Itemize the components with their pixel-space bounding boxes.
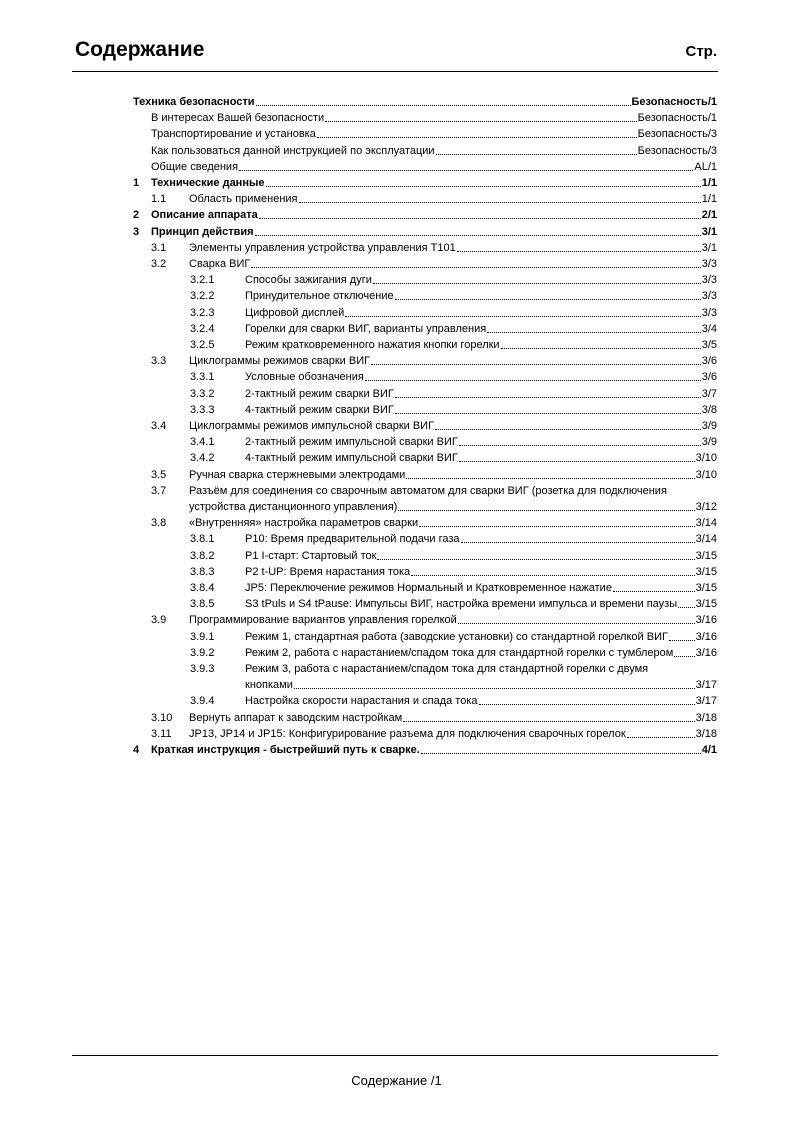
toc-entry-title: Технические данные (151, 177, 265, 189)
toc-entry-line (151, 209, 717, 222)
toc-entry-line (245, 323, 717, 336)
toc-entry-line (189, 258, 717, 271)
toc-entry-number: 3.4.2 (190, 452, 215, 465)
toc-entry-number: 3.9.4 (190, 695, 215, 708)
toc-entry-number: 2 (133, 209, 140, 222)
toc-entry-line (245, 647, 717, 660)
toc-entry-page: 3/17 (695, 695, 717, 708)
toc-entry-page: 3/6 (701, 355, 717, 368)
toc-entry-line (151, 128, 717, 141)
toc-entry-title: Режим 1, стандартная работа (заводские установки) со стандартной горелкой ВИГ (245, 630, 668, 643)
toc-entry-number: 3.2.2 (190, 290, 215, 303)
toc-entry[interactable] (0, 663, 793, 677)
toc-entry-title: 4-тактный режим сварки ВИГ (245, 403, 394, 416)
toc-entry[interactable] (0, 485, 793, 499)
toc-entry[interactable] (0, 307, 793, 321)
toc-entry-line (245, 274, 717, 287)
toc-entry[interactable] (0, 469, 793, 483)
toc-entry-number: 3.9.1 (190, 630, 215, 643)
toc-entry-number: 3.11 (151, 727, 172, 740)
dot-leader (459, 445, 701, 446)
toc-entry-line (245, 290, 717, 303)
toc-entry-line (151, 226, 717, 239)
toc-entry-page: 4/1 (701, 744, 717, 756)
toc-entry-line (245, 550, 717, 563)
toc-entry-title: Элементы управления устройства управления T101 (189, 241, 456, 254)
toc-entry[interactable] (0, 258, 793, 272)
toc-entry-title: Общие сведения (151, 160, 239, 173)
toc-entry-title: Настройка скорости нарастания и спада тока (245, 695, 478, 708)
toc-entry-number: 3.3.2 (190, 387, 215, 400)
toc-entry-title-continuation: кнопками (245, 679, 293, 692)
toc-entry-title: Описание аппарата (151, 209, 258, 222)
toc-entry[interactable] (0, 371, 793, 385)
toc-entry-page: 3/18 (695, 727, 717, 740)
toc-entry-page: 2/1 (701, 209, 717, 222)
toc-entry-page: Безопасность/1 (631, 96, 717, 108)
toc-entry-title: Область применения (189, 193, 298, 206)
toc-entry-page: 3/18 (695, 711, 717, 724)
dot-leader (479, 704, 695, 705)
toc-entry-number: 3.5 (151, 468, 167, 481)
toc-entry-page: Безопасность/3 (637, 128, 717, 141)
toc-entry[interactable] (0, 128, 793, 142)
toc-entry-title: В интересах Вашей безопасности (151, 112, 325, 125)
toc-entry-page: 3/3 (701, 274, 717, 287)
dot-leader (406, 478, 694, 479)
toc-entry-continuation[interactable] (0, 679, 793, 693)
toc-entry-line (189, 355, 717, 368)
toc-entry-number: 3.9.3 (190, 663, 215, 675)
toc-entry[interactable] (0, 112, 793, 126)
toc-entry-line (151, 161, 717, 174)
toc-entry-page: 3/15 (695, 549, 717, 562)
toc-entry-title: JP5: Переключение режимов Нормальный и Кратковременное нажатие (245, 582, 612, 594)
toc-entry-number: 3.2.1 (190, 274, 215, 287)
toc-entry-page: 3/10 (695, 452, 717, 465)
dot-leader (345, 316, 700, 317)
toc-entry[interactable] (0, 631, 793, 645)
toc-entry-title: Техника безопасности (133, 96, 255, 108)
toc-entry-title: Как пользоваться данной инструкцией по эксплуатации (151, 144, 435, 157)
toc-entry-page: Безопасность/3 (637, 144, 717, 157)
dot-leader (613, 591, 695, 592)
toc-entry[interactable] (0, 274, 793, 288)
toc-entry-line (189, 420, 717, 433)
toc-entry-number: 3.8.4 (190, 582, 215, 594)
toc-entry-title: S3 tPuls и S4 tPause: Импульсы ВИГ, настройка времени импульса и времени паузы (245, 598, 678, 611)
toc-entry-number: 3.2.5 (190, 339, 215, 351)
dot-leader (325, 121, 636, 122)
toc-entry[interactable] (0, 404, 793, 418)
toc-entry-number: 3.7 (151, 484, 167, 497)
toc-entry-line (151, 145, 717, 158)
dot-leader (317, 137, 637, 138)
toc-entry-number: 3.8.2 (190, 549, 215, 562)
toc-entry-page: 3/3 (701, 290, 717, 303)
toc-entry-number: 3.1 (151, 241, 167, 254)
dot-leader (487, 332, 700, 333)
dot-leader (395, 397, 701, 398)
toc-entry-title: P2 t-UP: Время нарастания тока (245, 565, 411, 578)
toc-entry-line (189, 712, 717, 725)
toc-entry-line (189, 501, 717, 514)
dot-leader (411, 575, 694, 576)
toc-entry[interactable] (0, 452, 793, 466)
dot-leader (239, 170, 693, 171)
toc-entry-title: Циклограммы режимов сварки ВИГ (189, 355, 371, 368)
toc-entry-line (189, 242, 717, 255)
toc-entry-line (245, 452, 717, 465)
toc-entry-title: «Внутренняя» настройка параметров сварки (189, 517, 419, 530)
toc-entry[interactable] (0, 436, 793, 450)
toc-entry-page: 3/15 (695, 598, 717, 611)
toc-entry-page: 3/12 (695, 501, 717, 513)
toc-entry-line (245, 598, 717, 611)
dot-leader (436, 154, 637, 155)
toc-entry-title: P10: Время предварительной подачи газа (245, 533, 460, 546)
toc-entry-title: P1 I-старт: Стартовый ток (245, 549, 377, 562)
toc-entry[interactable] (0, 388, 793, 402)
toc-entry-page: AL/1 (694, 160, 717, 173)
dot-leader (251, 267, 700, 268)
toc-entry-number: 3.9.2 (190, 646, 215, 659)
toc-entry-page: 3/6 (701, 371, 717, 384)
toc-entry-page: 3/16 (695, 614, 717, 627)
toc-entry[interactable] (0, 193, 793, 207)
dot-leader (457, 251, 701, 252)
dot-leader (266, 186, 701, 187)
toc-entry-line (245, 436, 717, 449)
toc-entry-line (189, 728, 717, 741)
toc-entry-title: Программирование вариантов управления горелкой (189, 614, 457, 627)
toc-entry-continuation[interactable] (0, 501, 793, 515)
toc-entry-title: Режим 3, работа с нарастанием/спадом тока для стандартной горелки с двумя (245, 663, 649, 675)
toc-entry[interactable] (0, 647, 793, 661)
toc-entry-page: 3/3 (701, 258, 717, 270)
toc-entry-page: 1/1 (701, 177, 717, 189)
toc-entry-title: Циклограммы режимов импульсной сварки ВИГ (189, 420, 435, 432)
toc-entry-page: 3/4 (701, 322, 717, 335)
page-title: Содержание (75, 38, 205, 61)
toc-entry[interactable] (0, 614, 793, 628)
toc-entry-number: 3.2.3 (190, 306, 215, 319)
toc-entry[interactable] (0, 226, 793, 240)
toc-entry-title: Принудительное отключение (245, 290, 394, 303)
toc-entry-page: 3/14 (695, 517, 717, 530)
toc-entry-number: 3.3 (151, 355, 167, 368)
toc-entry-page: 3/1 (701, 225, 717, 238)
dot-leader (377, 559, 694, 560)
toc-entry[interactable] (0, 517, 793, 531)
toc-entry-page: 3/10 (695, 468, 717, 481)
toc-entry-title: Способы зажигания дуги (245, 274, 372, 287)
dot-leader (259, 218, 701, 219)
dot-leader (458, 623, 695, 624)
toc-entry[interactable] (0, 96, 793, 110)
dot-leader (365, 380, 701, 381)
toc-entry-page: 1/1 (701, 193, 717, 206)
toc-entry-title: Ручная сварка стержневыми электродами (189, 468, 406, 481)
toc-entry-line (245, 631, 717, 644)
toc-entry-number: 4 (133, 744, 140, 756)
dot-leader (461, 542, 695, 543)
toc-entry[interactable] (0, 728, 793, 742)
toc-entry-page: 3/15 (695, 582, 717, 594)
toc-entry-title: Режим кратковременного нажатия кнопки горелки (245, 339, 500, 351)
toc-entry-number: 3.9 (151, 614, 167, 627)
toc-entry-title: Принцип действия (151, 225, 254, 238)
toc-entry[interactable] (0, 145, 793, 159)
toc-entry-number: 3.3.1 (190, 371, 215, 384)
toc-entry-number: 3 (133, 225, 140, 238)
toc-entry-line (189, 193, 717, 206)
toc-entry-page: 3/15 (695, 565, 717, 578)
toc-entry-title: Вернуть аппарат к заводским настройкам (189, 711, 403, 724)
toc-entry-line (245, 533, 717, 546)
toc-entry-line (245, 307, 717, 320)
dot-leader (678, 607, 694, 608)
dot-leader (501, 348, 701, 349)
toc-entry-line (189, 614, 717, 627)
header-divider (72, 71, 718, 72)
toc-entry-page: 3/9 (701, 420, 717, 432)
toc-entry-title: 4-тактный режим импульсной сварки ВИГ (245, 452, 458, 465)
toc-entry-number: 3.8 (151, 517, 167, 530)
toc-entry-title: Режим 2, работа с нарастанием/спадом тока для стандартной горелки с тумблером (245, 646, 674, 659)
toc-entry-page: 3/3 (701, 306, 717, 319)
toc-entry-page: 3/9 (701, 436, 717, 449)
toc-entry[interactable] (0, 355, 793, 369)
dot-leader (669, 640, 695, 641)
dot-leader (256, 105, 631, 106)
toc-entry-title-continuation: устройства дистанционного управления) (189, 501, 398, 513)
toc-entry-title: Условные обозначения (245, 371, 364, 384)
dot-leader (395, 413, 701, 414)
toc-entry-number: 3.4 (151, 420, 167, 432)
toc-entry-number: 1.1 (151, 193, 167, 206)
dot-leader (674, 656, 694, 657)
dot-leader (371, 364, 701, 365)
toc-entry[interactable] (0, 420, 793, 434)
toc-entry-number: 3.2 (151, 258, 167, 270)
dot-leader (395, 299, 701, 300)
toc-entry-number: 3.8.5 (190, 598, 215, 611)
toc-entry[interactable] (0, 712, 793, 726)
toc-entry-page: 3/5 (701, 339, 717, 351)
toc-entry-title: Сварка ВИГ (189, 258, 251, 270)
toc-entry[interactable] (0, 339, 793, 353)
dot-leader (435, 429, 701, 430)
toc-entry-number: 3.8.3 (190, 565, 215, 578)
toc-entry-number: 1 (133, 177, 140, 189)
toc-entry-number: 3.3.3 (190, 403, 215, 416)
dot-leader (403, 721, 694, 722)
toc-entry[interactable] (0, 582, 793, 596)
toc-entry-page: 3/17 (695, 679, 717, 692)
toc-entry-page: 3/16 (695, 646, 717, 659)
dot-leader (627, 737, 695, 738)
toc-entry-title: Транспортирование и установка (151, 128, 316, 141)
dot-leader (459, 461, 695, 462)
toc-entry-title: Краткая инструкция - быстрейший путь к сварке. (151, 744, 420, 756)
toc-entry-line (133, 96, 717, 109)
dot-leader (255, 235, 701, 236)
dot-leader (299, 202, 701, 203)
toc-entry[interactable] (0, 290, 793, 304)
toc-entry[interactable] (0, 533, 793, 547)
toc-entry-page: 3/8 (701, 403, 717, 416)
toc-entry[interactable] (0, 598, 793, 612)
toc-entry-line (151, 744, 717, 757)
dot-leader (419, 526, 694, 527)
toc-entry-number: 3.8.1 (190, 533, 215, 546)
toc-entry-line (245, 404, 717, 417)
toc-entry-page: 3/16 (695, 630, 717, 643)
toc-entry-number: 3.2.4 (190, 322, 215, 335)
toc-entry[interactable] (0, 323, 793, 337)
toc-entry-number: 3.10 (151, 711, 173, 724)
toc-entry-line (245, 371, 717, 384)
toc-entry[interactable] (0, 177, 793, 191)
dot-leader (398, 510, 694, 511)
toc-entry-line (245, 566, 717, 579)
toc-entry[interactable] (0, 209, 793, 223)
toc-entry-line (245, 695, 717, 708)
toc-entry[interactable] (0, 566, 793, 580)
toc-entry[interactable] (0, 550, 793, 564)
toc-entry-title: Горелки для сварки ВИГ, варианты управления (245, 322, 487, 335)
toc-entry-line (189, 517, 717, 530)
toc-entry-page: 3/7 (701, 387, 717, 400)
dot-leader (373, 283, 701, 284)
toc-entry-line (151, 112, 717, 125)
toc-entry-title: Разъём для соединения со сварочным автоматом для сварки ВИГ (розетка для подключения (189, 484, 667, 497)
dot-leader (421, 753, 701, 754)
toc-entry-page: 3/1 (701, 241, 717, 254)
toc-entry-title: Цифровой дисплей (245, 306, 345, 319)
toc-entry-line (245, 582, 717, 595)
toc-entry-line (151, 177, 717, 190)
toc-entry-page: Безопасность/1 (637, 112, 717, 125)
toc-entry-line (245, 339, 717, 352)
toc-entry[interactable] (0, 744, 793, 758)
footer-divider (72, 1055, 718, 1056)
toc-entry-number: 3.4.1 (190, 436, 215, 449)
page-footer: Содержание /1 (351, 1073, 442, 1088)
page-column-label: Стр. (685, 43, 717, 60)
toc-entry[interactable] (0, 695, 793, 709)
toc-entry[interactable] (0, 161, 793, 175)
toc-entry-line (189, 469, 717, 482)
toc-entry-page: 3/14 (695, 533, 717, 546)
toc-entry-title: 2-тактный режим сварки ВИГ (245, 387, 394, 400)
toc-entry-title: 2-тактный режим импульсной сварки ВИГ (245, 436, 458, 449)
toc-entry-title: JP13, JP14 и JP15: Конфигурирование разъема для подключения сварочных горелок (189, 727, 626, 740)
toc-entry-line (245, 388, 717, 401)
toc-entry-line (245, 679, 717, 692)
dot-leader (294, 688, 695, 689)
toc-entry[interactable] (0, 242, 793, 256)
